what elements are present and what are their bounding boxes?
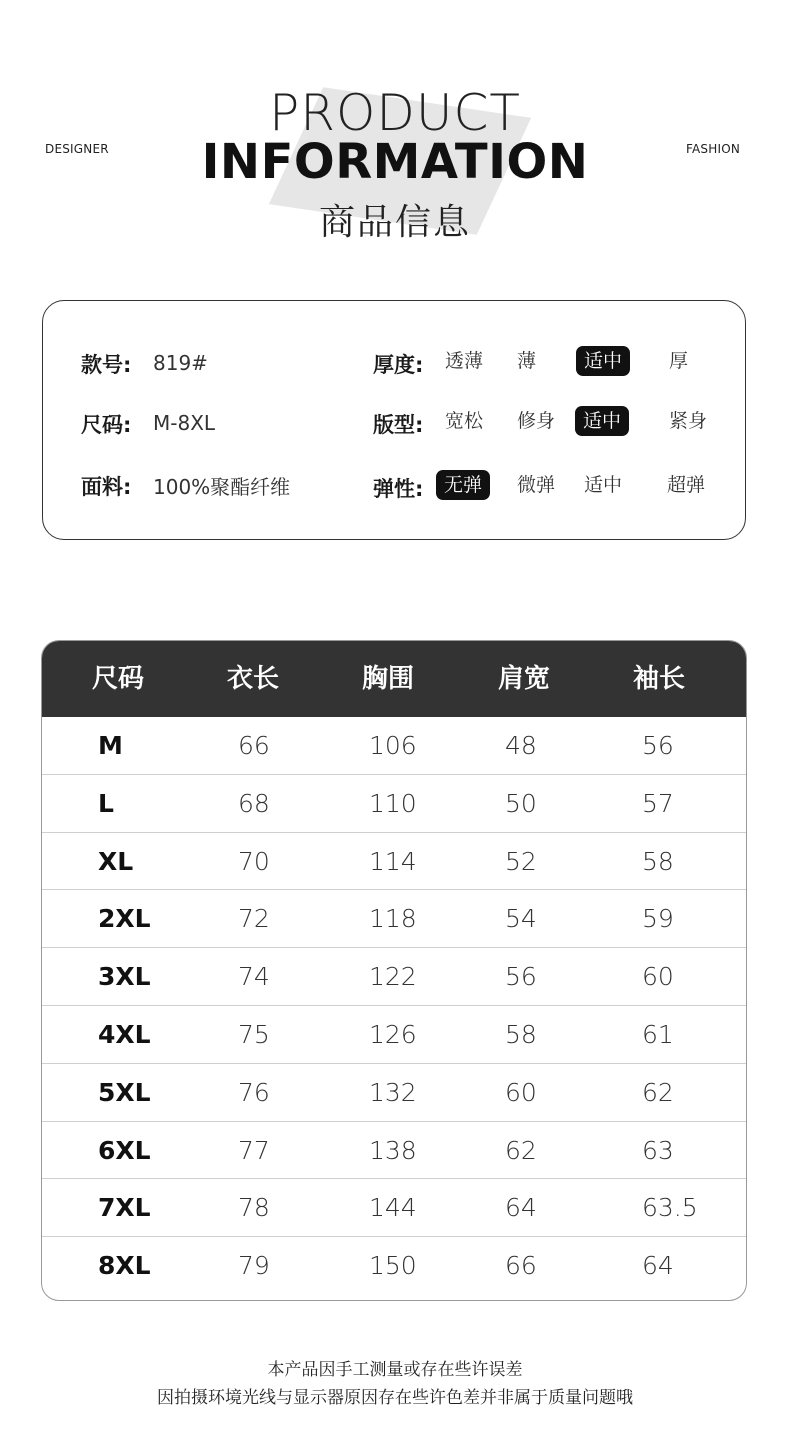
- table-row: [42, 1237, 746, 1295]
- row-sleeve-cell: 56: [642, 731, 674, 760]
- row-chest-cell: 118: [369, 904, 417, 934]
- row-shoulder-cell: 50: [505, 788, 537, 818]
- row-shoulder-cell: 54: [505, 904, 537, 934]
- thickness-option: 适中: [576, 346, 630, 376]
- fit-label: 版型:: [373, 413, 424, 437]
- row-length-cell: 68: [238, 788, 270, 818]
- row-chest-cell: 106: [369, 731, 417, 760]
- thickness-option: 厚: [669, 350, 689, 372]
- table-row: [42, 717, 746, 775]
- row-size-cell: 4XL: [98, 1020, 151, 1049]
- row-sleeve-cell: 64: [642, 1251, 674, 1281]
- row-size-cell: 2XL: [98, 904, 151, 934]
- row-length-cell: 75: [238, 1020, 270, 1049]
- row-shoulder-cell: 52: [505, 846, 537, 876]
- fit-option: 紧身: [669, 410, 708, 432]
- table-row: [42, 775, 746, 833]
- row-chest-cell: 110: [369, 788, 417, 818]
- designer-label: DESIGNER: [45, 142, 109, 156]
- row-chest-cell: 144: [369, 1193, 417, 1223]
- row-shoulder-cell: 64: [505, 1193, 537, 1223]
- style-number-value: 819#: [153, 351, 208, 375]
- row-length-cell: 70: [238, 846, 270, 876]
- product-info-box: [42, 300, 746, 540]
- elasticity-option: 适中: [584, 474, 623, 496]
- row-chest-cell: 132: [369, 1077, 417, 1107]
- note-color-difference: 因拍摄环境光线与显示器原因存在些许色差并非属于质量问题哦: [157, 1388, 633, 1408]
- table-row: [42, 1006, 746, 1064]
- row-sleeve-cell: 60: [642, 962, 674, 992]
- size-table: [41, 640, 747, 1301]
- title-product: PRODUCT: [269, 84, 521, 142]
- row-chest-cell: 138: [369, 1135, 417, 1165]
- row-chest-cell: 150: [369, 1251, 417, 1281]
- fit-option: 修身: [517, 410, 556, 432]
- elasticity-option: 微弹: [517, 474, 556, 496]
- size-range-label: 尺码:: [81, 413, 132, 437]
- row-sleeve-cell: 63: [642, 1135, 674, 1165]
- row-length-cell: 72: [238, 904, 270, 934]
- fit-option: 适中: [575, 406, 629, 436]
- row-shoulder-cell: 48: [505, 731, 537, 760]
- thickness-label: 厚度:: [373, 353, 424, 377]
- row-chest-cell: 114: [369, 846, 417, 876]
- row-length-cell: 76: [238, 1077, 270, 1107]
- thickness-option: 薄: [517, 350, 537, 372]
- size-range-value: M-8XL: [153, 411, 216, 435]
- header-chest: 胸围: [361, 664, 415, 694]
- thickness-option: 透薄: [445, 350, 484, 372]
- fashion-label: FASHION: [686, 142, 741, 156]
- row-sleeve-cell: 58: [642, 846, 674, 876]
- row-length-cell: 79: [238, 1251, 270, 1281]
- row-shoulder-cell: 62: [505, 1135, 537, 1165]
- row-sleeve-cell: 61: [642, 1020, 674, 1049]
- row-shoulder-cell: 60: [505, 1077, 537, 1107]
- fabric-label: 面料:: [81, 475, 132, 499]
- header-shoulder: 肩宽: [497, 664, 551, 694]
- size-table-header: [42, 641, 746, 717]
- header-length: 衣长: [226, 664, 280, 694]
- header-sleeve: 袖长: [632, 664, 686, 694]
- table-row: [42, 890, 746, 948]
- row-size-cell: 5XL: [98, 1077, 151, 1107]
- row-length-cell: 66: [238, 731, 270, 760]
- table-row: [42, 948, 746, 1006]
- row-size-cell: 8XL: [98, 1251, 151, 1281]
- row-length-cell: 74: [238, 962, 270, 992]
- row-size-cell: 6XL: [98, 1135, 151, 1165]
- row-shoulder-cell: 58: [505, 1020, 537, 1049]
- row-shoulder-cell: 66: [505, 1251, 537, 1281]
- header-size: 尺码: [91, 664, 145, 694]
- row-length-cell: 77: [238, 1135, 270, 1165]
- row-size-cell: 3XL: [98, 962, 151, 992]
- row-sleeve-cell: 57: [642, 788, 674, 818]
- fit-option: 宽松: [445, 410, 484, 432]
- row-sleeve-cell: 62: [642, 1077, 674, 1107]
- style-number-label: 款号:: [81, 353, 132, 377]
- row-size-cell: M: [98, 731, 123, 760]
- table-row: [42, 1064, 746, 1122]
- elasticity-option: 超弹: [667, 474, 706, 496]
- row-length-cell: 78: [238, 1193, 270, 1223]
- title-information: INFORMATION: [201, 134, 589, 190]
- row-shoulder-cell: 56: [505, 962, 537, 992]
- elasticity-label: 弹性:: [373, 477, 424, 501]
- row-sleeve-cell: 63.5: [642, 1193, 698, 1223]
- note-measurement: 本产品因手工测量或存在些许误差: [267, 1360, 523, 1380]
- row-sleeve-cell: 59: [642, 904, 674, 934]
- fabric-value: 100%聚酯纤维: [153, 475, 291, 499]
- row-size-cell: L: [98, 788, 114, 818]
- row-chest-cell: 126: [369, 1020, 417, 1049]
- table-row: [42, 833, 746, 891]
- elasticity-option: 无弹: [436, 470, 490, 500]
- row-chest-cell: 122: [369, 962, 417, 992]
- title-chinese: 商品信息: [318, 202, 471, 243]
- table-row: [42, 1122, 746, 1180]
- table-row: [42, 1179, 746, 1237]
- row-size-cell: 7XL: [98, 1193, 151, 1223]
- row-size-cell: XL: [98, 846, 134, 876]
